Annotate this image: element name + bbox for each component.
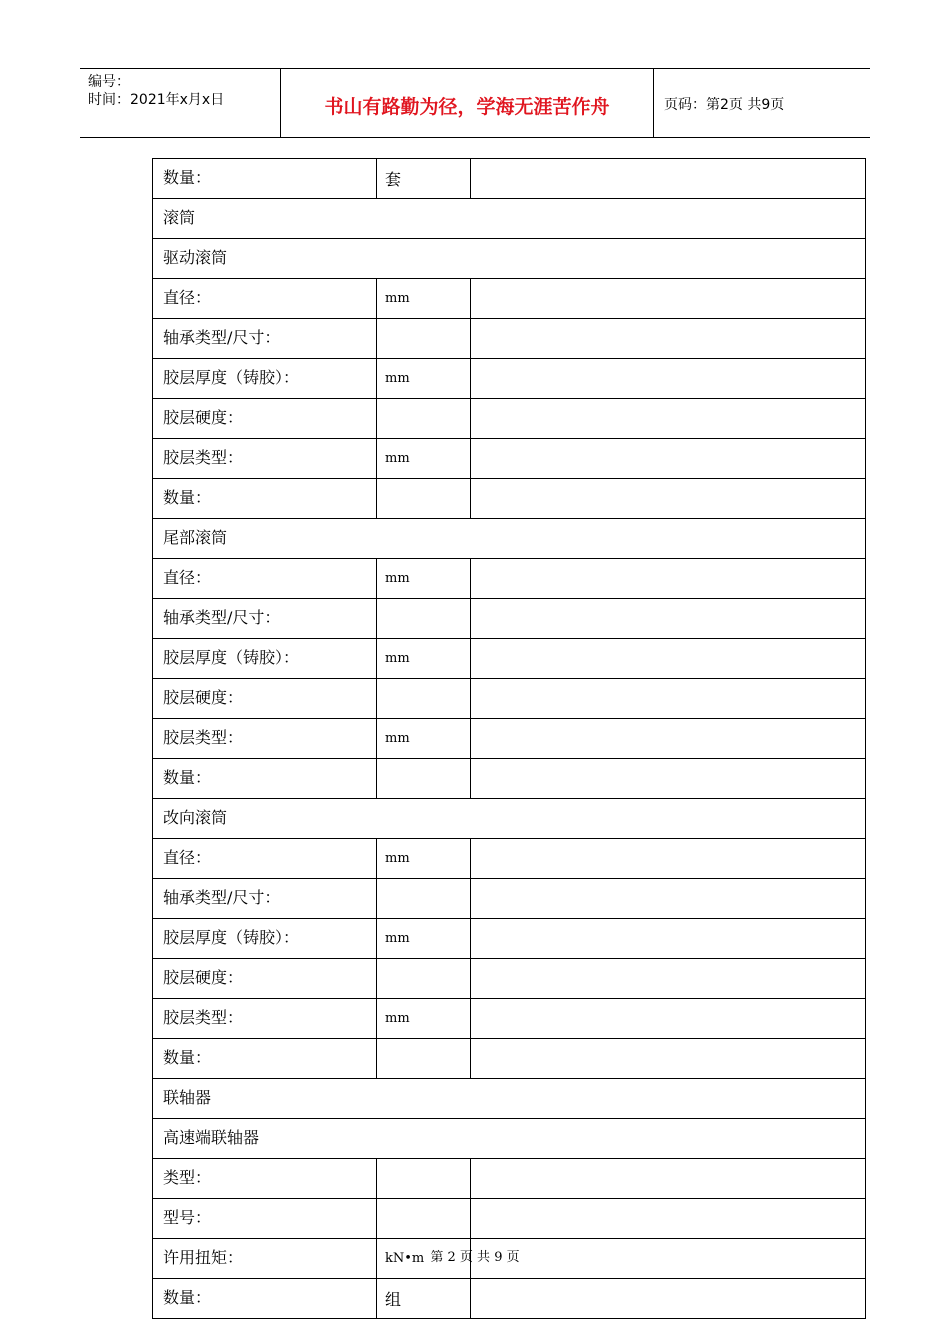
- section-row: [153, 239, 866, 279]
- header-meta: [80, 69, 281, 137]
- table-row: [153, 999, 866, 1039]
- field-value-cell[interactable]: [471, 759, 866, 799]
- field-label: 型号：: [153, 1199, 377, 1239]
- table-row: [153, 759, 866, 799]
- field-unit: mm: [377, 279, 471, 319]
- field-label: 数量：: [153, 159, 377, 199]
- table-row: [153, 879, 866, 919]
- field-label: 胶层厚度（铸胶）：: [153, 359, 377, 399]
- field-value-cell[interactable]: [471, 879, 866, 919]
- field-unit: mm: [377, 839, 471, 879]
- header-motto: 书山有路勤为径，学海无涯苦作舟: [324, 95, 610, 118]
- field-label: 数量：: [153, 1039, 377, 1079]
- field-value-cell[interactable]: [471, 439, 866, 479]
- field-value-cell[interactable]: [471, 559, 866, 599]
- header-page-cell: [664, 69, 870, 137]
- table-row: [153, 399, 866, 439]
- field-value-cell[interactable]: [471, 359, 866, 399]
- field-unit: [377, 1039, 471, 1079]
- field-unit: [377, 479, 471, 519]
- table-row: [153, 919, 866, 959]
- section-heading: 高速端联轴器: [153, 1119, 866, 1159]
- field-unit: mm: [377, 439, 471, 479]
- field-label: 数量：: [153, 479, 377, 519]
- table-row: [153, 159, 866, 199]
- field-label: 类型：: [153, 1159, 377, 1199]
- field-label: 胶层硬度：: [153, 959, 377, 999]
- field-unit: mm: [377, 919, 471, 959]
- section-heading: 驱动滚筒: [153, 239, 866, 279]
- field-value-cell[interactable]: [471, 1039, 866, 1079]
- field-value-cell[interactable]: [471, 279, 866, 319]
- section-row: [153, 199, 866, 239]
- field-label: 轴承类型/尺寸：: [153, 319, 377, 359]
- field-unit: kN•m: [377, 1239, 471, 1279]
- field-value-cell[interactable]: [471, 839, 866, 879]
- table-row: [153, 279, 866, 319]
- document-date-label: 时间：2021年x月x日: [88, 92, 225, 108]
- table-row: [153, 839, 866, 879]
- field-unit: [377, 319, 471, 359]
- section-row: [153, 1119, 866, 1159]
- field-value-cell[interactable]: [471, 679, 866, 719]
- table-row: [153, 1159, 866, 1199]
- page-footer: [0, 1246, 950, 1265]
- section-row: [153, 519, 866, 559]
- field-unit: [377, 679, 471, 719]
- field-unit: mm: [377, 719, 471, 759]
- field-label: 许用扭矩：: [153, 1239, 377, 1279]
- field-label: 胶层类型：: [153, 999, 377, 1039]
- field-label: 轴承类型/尺寸：: [153, 879, 377, 919]
- header-motto-cell: [281, 69, 654, 137]
- field-label: 胶层厚度（铸胶）：: [153, 639, 377, 679]
- field-label: 胶层类型：: [153, 719, 377, 759]
- field-value-cell[interactable]: [471, 919, 866, 959]
- field-label: 直径：: [153, 839, 377, 879]
- field-label: 数量：: [153, 759, 377, 799]
- table-row: [153, 719, 866, 759]
- field-unit: 套: [377, 159, 471, 199]
- field-label: 直径：: [153, 279, 377, 319]
- field-unit: [377, 399, 471, 439]
- field-value-cell[interactable]: [471, 999, 866, 1039]
- field-label: 胶层厚度（铸胶）：: [153, 919, 377, 959]
- field-label: 轴承类型/尺寸：: [153, 599, 377, 639]
- field-value-cell[interactable]: [471, 959, 866, 999]
- field-value-cell[interactable]: [471, 1279, 866, 1319]
- field-value-cell[interactable]: [471, 1199, 866, 1239]
- section-heading: 联轴器: [153, 1079, 866, 1119]
- field-label: 胶层硬度：: [153, 399, 377, 439]
- document-number-label: 编号：: [88, 74, 130, 90]
- section-heading: 尾部滚筒: [153, 519, 866, 559]
- field-value-cell[interactable]: [471, 1159, 866, 1199]
- field-label: 直径：: [153, 559, 377, 599]
- field-value-cell[interactable]: [471, 639, 866, 679]
- field-unit: [377, 1199, 471, 1239]
- table-row: [153, 639, 866, 679]
- table-row: [153, 1279, 866, 1319]
- section-row: [153, 799, 866, 839]
- field-value-cell[interactable]: [471, 479, 866, 519]
- field-unit: [377, 1159, 471, 1199]
- table-row: [153, 1199, 866, 1239]
- table-row: [153, 359, 866, 399]
- table-row: [153, 599, 866, 639]
- header-page-indicator: 页码：第2页 共9页: [664, 97, 785, 113]
- table-row: [153, 439, 866, 479]
- field-unit: [377, 599, 471, 639]
- table-row: [153, 479, 866, 519]
- field-unit: mm: [377, 559, 471, 599]
- field-value-cell[interactable]: [471, 719, 866, 759]
- field-value-cell[interactable]: [471, 159, 866, 199]
- field-label: 数量：: [153, 1279, 377, 1319]
- specification-table: [152, 158, 866, 1319]
- field-unit: [377, 879, 471, 919]
- field-value-cell[interactable]: [471, 399, 866, 439]
- field-value-cell[interactable]: [471, 599, 866, 639]
- table-row: [153, 1039, 866, 1079]
- field-unit: [377, 959, 471, 999]
- table-row: [153, 679, 866, 719]
- field-unit: mm: [377, 999, 471, 1039]
- section-heading: 滚筒: [153, 199, 866, 239]
- section-heading: 改向滚筒: [153, 799, 866, 839]
- specification-table-body: [153, 159, 866, 1319]
- table-row: [153, 319, 866, 359]
- footer-page-number: 第 2 页 共 9 页: [430, 1250, 520, 1265]
- field-unit: mm: [377, 639, 471, 679]
- field-unit: mm: [377, 359, 471, 399]
- table-row: [153, 559, 866, 599]
- field-value-cell[interactable]: [471, 319, 866, 359]
- section-row: [153, 1079, 866, 1119]
- field-label: 胶层硬度：: [153, 679, 377, 719]
- table-row: [153, 959, 866, 999]
- field-unit: 组: [377, 1279, 471, 1319]
- field-label: 胶层类型：: [153, 439, 377, 479]
- field-unit: [377, 759, 471, 799]
- page-header: [80, 68, 870, 138]
